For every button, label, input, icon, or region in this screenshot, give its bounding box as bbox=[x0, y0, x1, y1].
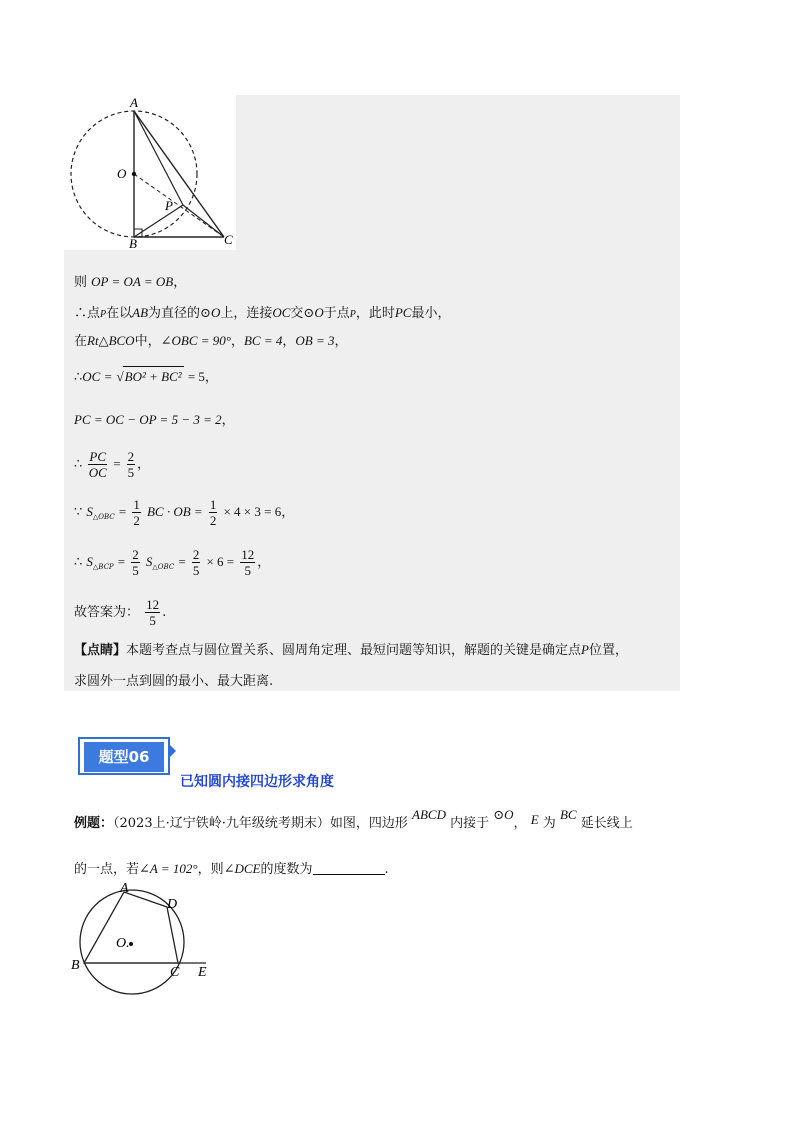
answer-line bbox=[74, 597, 166, 628]
denominator: OC bbox=[88, 465, 107, 480]
text: ， bbox=[334, 334, 348, 349]
text: ， bbox=[257, 555, 271, 570]
denominator: 5 bbox=[149, 613, 156, 628]
numerator: 2 bbox=[192, 547, 200, 562]
text: ， bbox=[137, 457, 151, 472]
solution-line-2 bbox=[74, 303, 450, 325]
text: 为 bbox=[542, 816, 556, 831]
denominator: 5 bbox=[244, 563, 252, 578]
math: OC = bbox=[82, 369, 113, 384]
example-line-1 bbox=[74, 807, 633, 834]
text: . bbox=[162, 605, 167, 620]
math: ∠A = 102° bbox=[139, 861, 198, 876]
fraction-1-2 bbox=[132, 497, 141, 528]
math: × 4 × 3 = 6 bbox=[223, 504, 282, 519]
text: ∵ bbox=[74, 505, 83, 520]
comment-line-1 bbox=[74, 640, 628, 661]
label-O: O. bbox=[116, 936, 130, 951]
label-A: A bbox=[120, 881, 129, 896]
text: 最小， bbox=[411, 306, 451, 321]
solution-line-3 bbox=[74, 331, 348, 352]
text: ∴点 bbox=[74, 306, 101, 321]
geometry-figure-1 bbox=[64, 92, 239, 252]
fraction-pc-oc bbox=[88, 449, 107, 480]
math: S bbox=[86, 554, 93, 569]
numerator: PC bbox=[89, 449, 107, 464]
math: ⊙O bbox=[303, 305, 324, 320]
math: = bbox=[118, 504, 127, 519]
comment-label: 【点睛】 bbox=[74, 643, 127, 658]
tag-arrow-icon bbox=[170, 745, 176, 757]
math: S bbox=[145, 554, 153, 569]
label-C: C bbox=[170, 965, 180, 980]
text: 在以 bbox=[106, 306, 133, 321]
math: ABCD bbox=[412, 807, 446, 822]
math: OB = 3 bbox=[295, 333, 335, 348]
fraction-2-5 bbox=[131, 547, 140, 578]
text: ∴ bbox=[74, 457, 83, 472]
label-D: D bbox=[167, 897, 178, 912]
label-A: A bbox=[130, 95, 138, 110]
math: = bbox=[178, 554, 186, 569]
sqrt-sign: √ bbox=[116, 369, 124, 384]
fraction-12-5 bbox=[240, 547, 255, 578]
text: ，则 bbox=[197, 862, 224, 877]
math: Rt△BCO bbox=[87, 333, 135, 348]
label-C: C bbox=[224, 232, 233, 247]
text: ， bbox=[282, 334, 296, 349]
text: ， bbox=[221, 413, 235, 428]
text: ，此时 bbox=[355, 306, 395, 321]
subscript: △OBC bbox=[152, 563, 175, 571]
label-B: B bbox=[71, 958, 80, 973]
text: 为直径的 bbox=[148, 306, 201, 321]
solution-line-7 bbox=[74, 497, 294, 528]
label-B: B bbox=[129, 236, 137, 251]
radicand: BO² + BC² bbox=[123, 366, 184, 387]
denominator: 2 bbox=[209, 513, 217, 528]
text: ， bbox=[204, 370, 218, 385]
math: BC · OB = bbox=[146, 504, 203, 519]
label-P: P bbox=[165, 198, 173, 213]
solution-line-4 bbox=[74, 366, 218, 388]
math: E bbox=[530, 812, 539, 827]
text: 内接于 bbox=[450, 816, 490, 831]
text: 于点 bbox=[323, 306, 350, 321]
math: BC bbox=[559, 807, 577, 822]
comment-line-2 bbox=[74, 672, 273, 692]
solution-line-6 bbox=[74, 449, 150, 480]
math: P bbox=[581, 642, 589, 657]
fraction-2-5 bbox=[127, 449, 136, 480]
denominator: 2 bbox=[133, 513, 140, 528]
fraction-2-5 bbox=[192, 547, 201, 578]
text: ， bbox=[513, 816, 527, 831]
text: ， bbox=[173, 275, 187, 290]
text: 则 bbox=[74, 275, 88, 290]
numerator: 2 bbox=[127, 449, 135, 464]
math: = bbox=[113, 456, 121, 471]
numerator: 12 bbox=[146, 597, 160, 612]
math: S bbox=[86, 504, 93, 519]
numerator: 1 bbox=[209, 497, 217, 512]
text: （2023上·辽宁铁岭·九年级统考期末）如图，四边形 bbox=[113, 816, 408, 831]
math: P bbox=[349, 309, 356, 320]
denominator: 5 bbox=[127, 465, 135, 480]
math: ∠OBC = 90° bbox=[160, 333, 231, 348]
math: ∠DCE bbox=[223, 861, 261, 876]
text: 上，连接 bbox=[220, 306, 273, 321]
center-point-O bbox=[132, 172, 136, 176]
denominator: 5 bbox=[132, 563, 139, 578]
denominator: 5 bbox=[192, 563, 200, 578]
text: 本题考查点与圆位置关系、圆周角定理、最短问题等知识，解题的关键是确定点 bbox=[126, 643, 582, 658]
text: 中， bbox=[134, 334, 161, 349]
text: . bbox=[384, 862, 389, 877]
math: BC = 4 bbox=[243, 333, 283, 348]
fraction-1-2 bbox=[209, 497, 218, 528]
math: P bbox=[100, 309, 107, 320]
math: AB bbox=[132, 305, 149, 320]
text: 求圆外一点到圆的最小、最大距离. bbox=[74, 674, 274, 689]
section-tag: 题型06 bbox=[84, 742, 164, 772]
numerator: 2 bbox=[132, 547, 139, 562]
numerator: 1 bbox=[133, 497, 140, 512]
math: ⊙O bbox=[493, 807, 514, 822]
math: OC bbox=[272, 305, 291, 320]
text: 故答案为： bbox=[74, 605, 140, 620]
solution-line-8 bbox=[74, 547, 270, 578]
text: ∴ bbox=[74, 555, 83, 570]
text: 位置， bbox=[588, 643, 628, 658]
solution-line-5 bbox=[74, 410, 235, 431]
example-label: 例题： bbox=[74, 816, 114, 831]
text: 的度数为 bbox=[260, 862, 313, 877]
numerator: 12 bbox=[241, 547, 255, 562]
text: ， bbox=[281, 505, 295, 520]
label-O: O bbox=[117, 166, 127, 181]
math: × 6 = bbox=[206, 554, 235, 569]
text: 延长线上 bbox=[580, 816, 633, 831]
example-line-2 bbox=[74, 859, 389, 880]
equation: OP = OA = OB bbox=[91, 274, 174, 289]
label-E: E bbox=[198, 965, 207, 980]
text: ， bbox=[230, 334, 244, 349]
subscript: △BCP bbox=[92, 563, 114, 571]
solution-line-1 bbox=[74, 272, 186, 293]
text: 在 bbox=[74, 334, 88, 349]
math: PC bbox=[394, 305, 412, 320]
answer-fraction bbox=[145, 597, 160, 628]
section-title: 已知圆内接四边形求角度 bbox=[180, 774, 334, 790]
subscript: △OBC bbox=[92, 513, 115, 521]
text: 交 bbox=[290, 306, 304, 321]
text: ∴ bbox=[74, 370, 83, 385]
equation: PC = OC − OP = 5 − 3 = 2 bbox=[74, 412, 222, 427]
answer-blank[interactable] bbox=[313, 860, 385, 875]
math: ⊙O bbox=[200, 305, 221, 320]
text: 的一点，若 bbox=[74, 862, 140, 877]
geometry-figure-2 bbox=[66, 880, 226, 1000]
segment-PC bbox=[183, 205, 224, 237]
math: = 5 bbox=[187, 369, 205, 384]
math: = bbox=[117, 554, 126, 569]
